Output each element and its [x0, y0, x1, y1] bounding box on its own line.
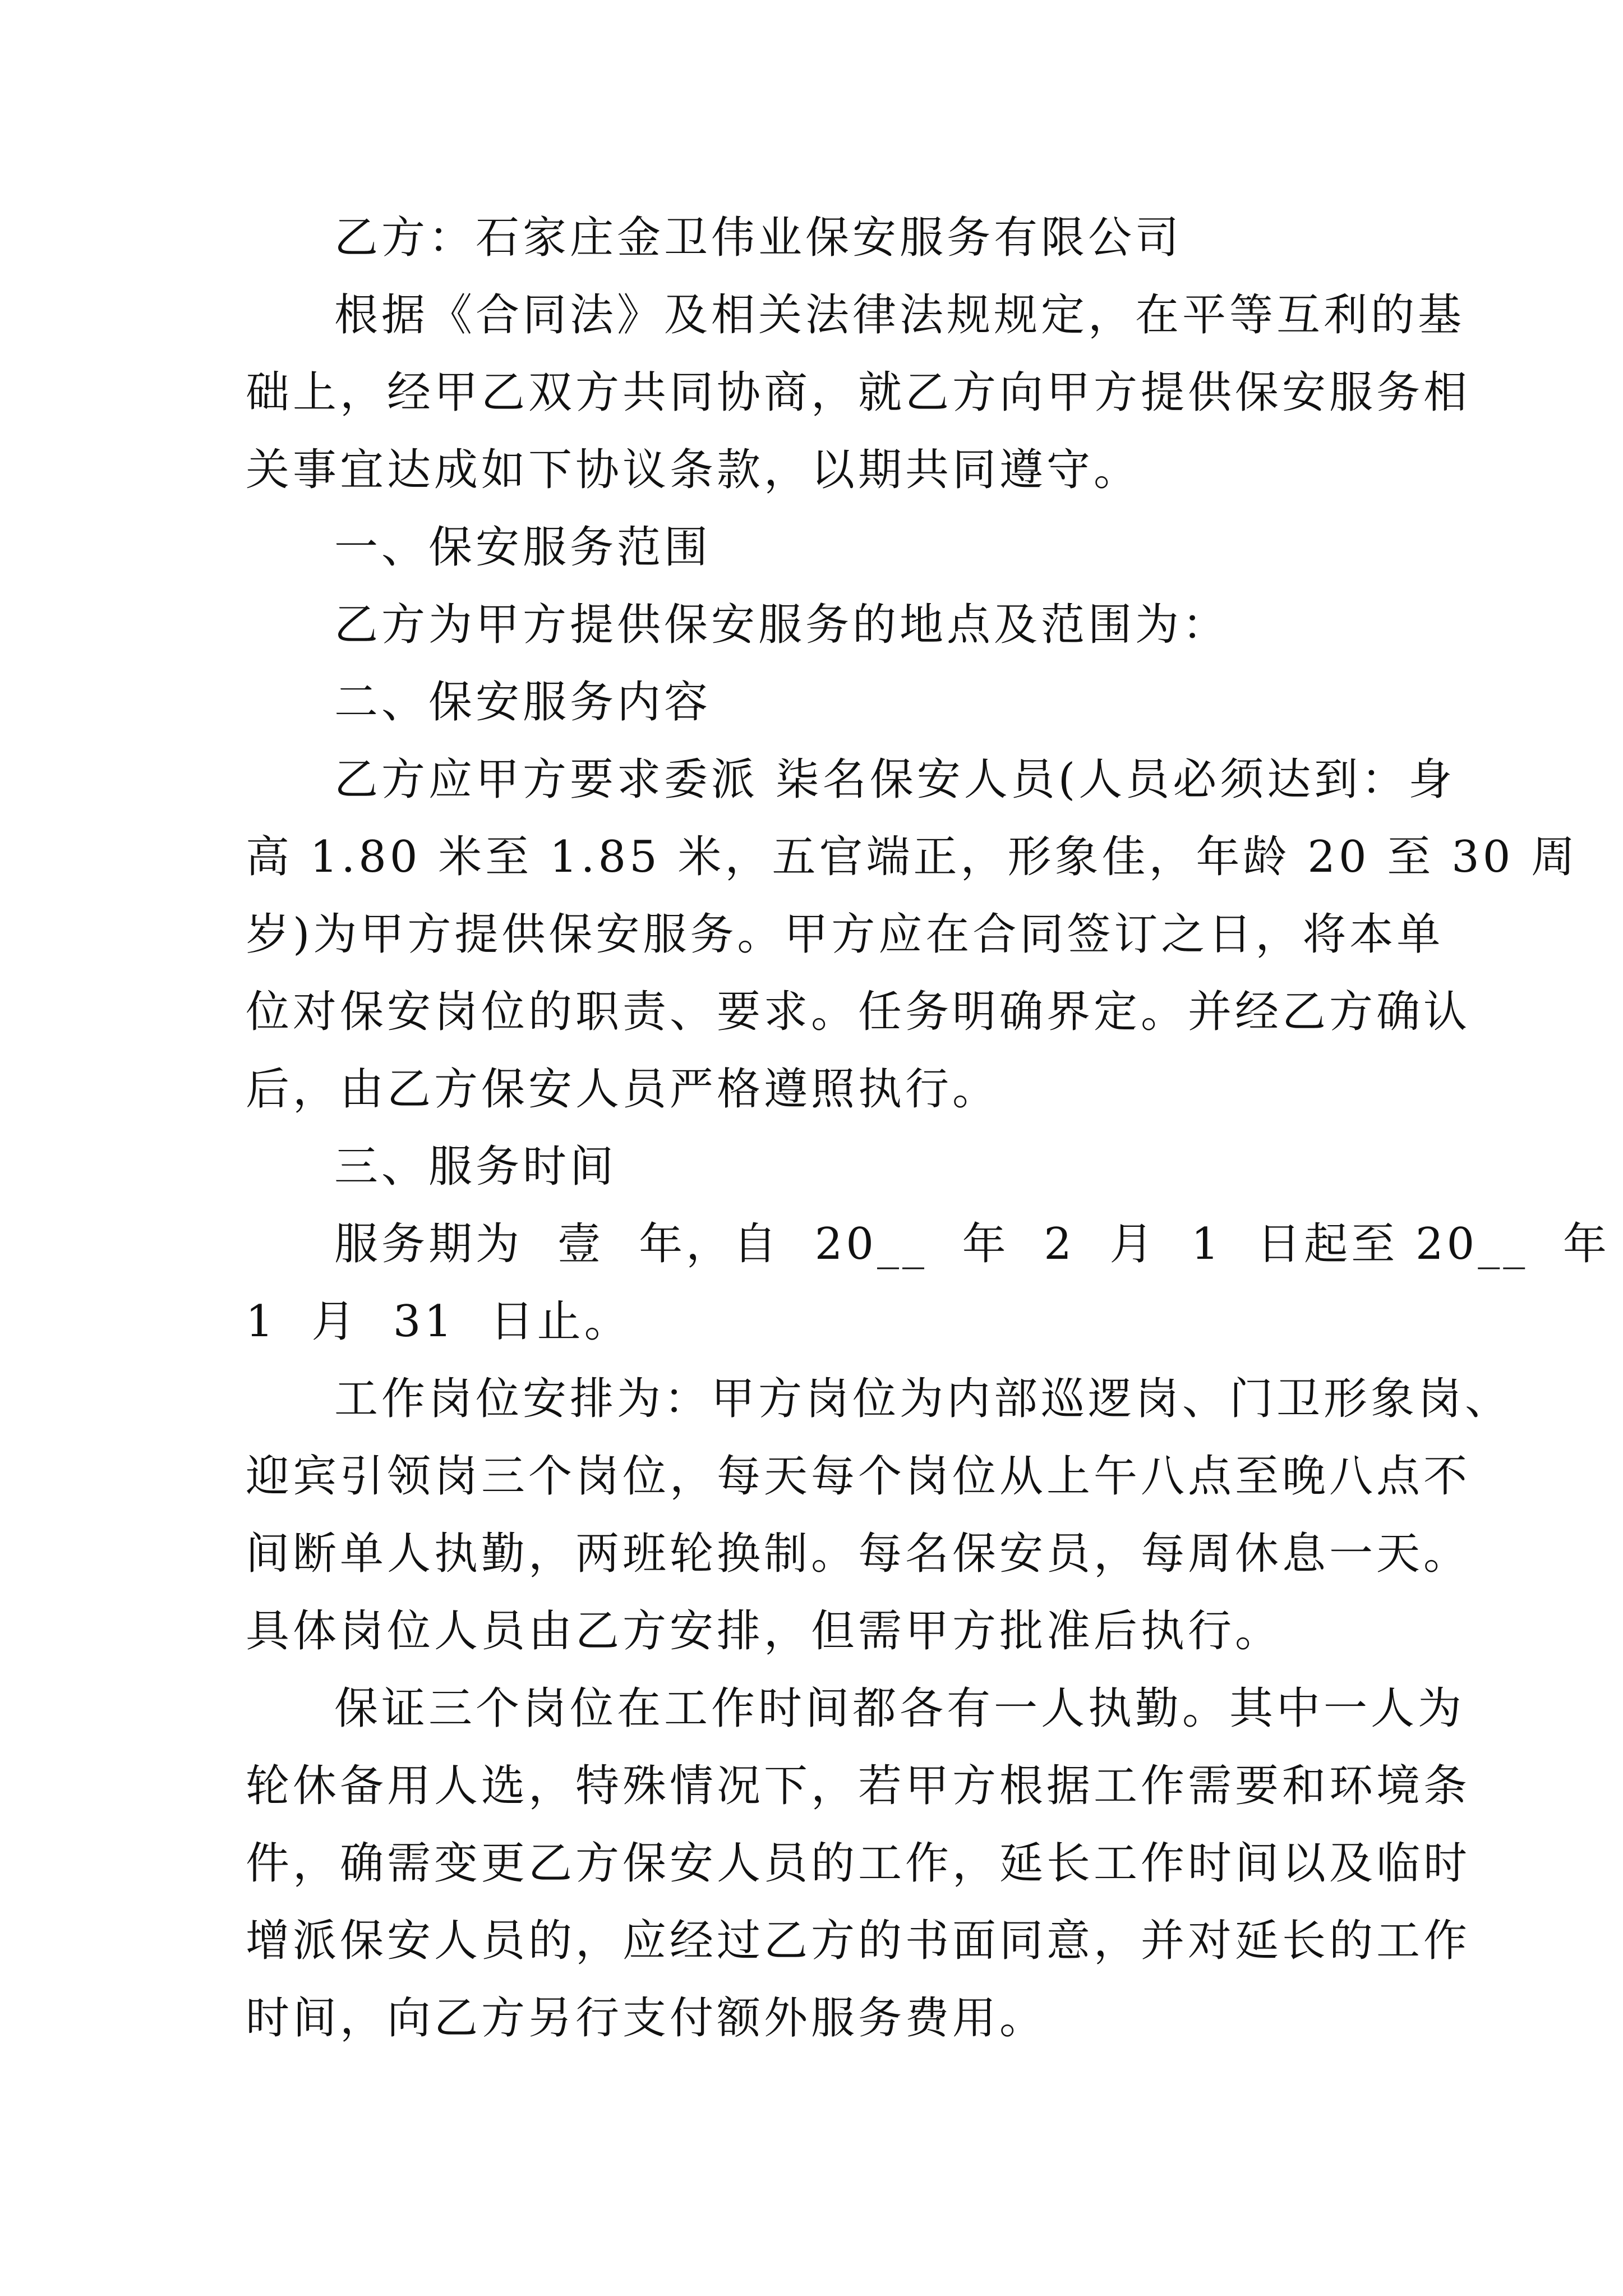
post-arrangement-line-2: 迎宾引领岗三个岗位，每天每个岗位从上午八点至晚八点不	[246, 1451, 1471, 1502]
service-period-line-1: 服务期为 壹 年，自 20__ 年 2 月 1 日起至 20__ 年	[334, 1219, 1610, 1269]
section-2-title: 二、保安服务内容	[334, 677, 712, 728]
section-1-body: 乙方为甲方提供保安服务的地点及范围为：	[334, 600, 1230, 650]
section-1-title: 一、保安服务范围	[334, 522, 712, 573]
party-b-line: 乙方：石家庄金卫伟业保安服务有限公司	[334, 213, 1183, 263]
section-2-line-2: 高 1.80 米至 1.85 米，五官端正，形象佳，年龄 20 至 30 周	[246, 832, 1579, 882]
guarantee-line-2: 轮休备用人选，特殊情况下，若甲方根据工作需要和环境条	[246, 1761, 1471, 1811]
service-period-line-2: 1 月 31 日止。	[246, 1296, 631, 1347]
intro-line-1: 根据《合同法》及相关法律法规规定，在平等互利的基	[334, 290, 1465, 341]
section-2-line-1: 乙方应甲方要求委派 柒名保安人员(人员必须达到：身	[334, 754, 1456, 805]
section-3-title: 三、服务时间	[334, 1142, 617, 1192]
post-arrangement-line-4: 具体岗位人员由乙方安排，但需甲方批准后执行。	[246, 1606, 1283, 1657]
intro-line-3: 关事宜达成如下协议条款，以期共同遵守。	[246, 445, 1141, 495]
guarantee-line-5: 时间，向乙方另行支付额外服务费用。	[246, 1993, 1047, 2044]
guarantee-line-4: 增派保安人员的，应经过乙方的书面同意，并对延长的工作	[246, 1916, 1471, 1966]
intro-line-2: 础上，经甲乙双方共同协商，就乙方向甲方提供保安服务相	[246, 367, 1471, 418]
section-2-line-3: 岁)为甲方提供保安服务。甲方应在合同签订之日，将本单	[246, 909, 1444, 960]
section-2-line-5: 后，由乙方保安人员严格遵照执行。	[246, 1064, 1000, 1115]
document-body	[246, 199, 1610, 2057]
post-arrangement-line-3: 间断单人执勤，两班轮换制。每名保安员，每周休息一天。	[246, 1529, 1471, 1579]
section-2-line-4: 位对保安岗位的职责、要求。任务明确界定。并经乙方确认	[246, 987, 1471, 1037]
guarantee-line-3: 件，确需变更乙方保安人员的工作，延长工作时间以及临时	[246, 1838, 1471, 1889]
post-arrangement-line-1: 工作岗位安排为：甲方岗位为内部巡逻岗、门卫形象岗、	[334, 1374, 1513, 1424]
guarantee-line-1: 保证三个岗位在工作时间都各有一人执勤。其中一人为	[334, 1683, 1465, 1734]
